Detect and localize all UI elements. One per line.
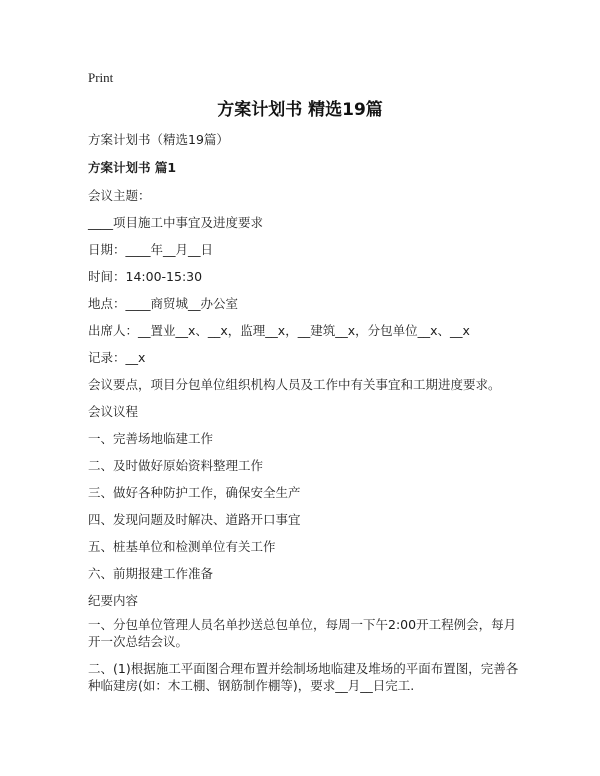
agenda-heading: 会议议程 [88,404,139,419]
agenda-item-6: 六、前期报建工作准备 [88,566,214,581]
meeting-recorder: 记录：__x [88,350,146,365]
agenda-item-4: 四、发现问题及时解决、道路开口事宜 [88,512,301,527]
agenda-item-3: 三、做好各种防护工作，确保安全生产 [88,485,301,500]
meeting-attendees: 出席人：__置业__x、__x，监理__x，__建筑__x，分包单位__x、__x [88,323,470,338]
minutes-item-1: 一、分包单位管理人员名单抄送总包单位，每周一下午2:00开工程例会，每月开一次总结会议。 [88,617,517,649]
document-subtitle: 方案计划书（精选19篇） [88,132,229,147]
agenda-item-5: 五、桩基单位和检测单位有关工作 [88,539,276,554]
document-title: 方案计划书 精选19篇 [217,100,383,120]
section-heading: 方案计划书 篇1 [88,160,177,175]
meeting-topic-value: ____项目施工中事宜及进度要求 [88,215,264,230]
meeting-topic-label: 会议主题： [88,188,151,203]
meeting-time: 时间：14:00-15:30 [88,269,203,284]
agenda-item-1: 一、完善场地临建工作 [88,431,214,446]
meeting-date: 日期：____年__月__日 [88,242,214,257]
minutes-heading: 纪要内容 [88,593,139,608]
agenda-item-2: 二、及时做好原始资料整理工作 [88,458,264,473]
meeting-key-points: 会议要点，项目分包单位组织机构人员及工作中有关事宜和工期进度要求。 [88,377,501,392]
minutes-item-2: 二、(1)根据施工平面图合理布置并绘制场地临建及堆场的平面布置图，完善各种临建房(如：木工棚、钢筋制作棚等)，要求__月__日完工. [88,661,519,693]
meeting-location: 地点：____商贸城__办公室 [88,296,239,311]
print-label: Print [88,70,114,85]
